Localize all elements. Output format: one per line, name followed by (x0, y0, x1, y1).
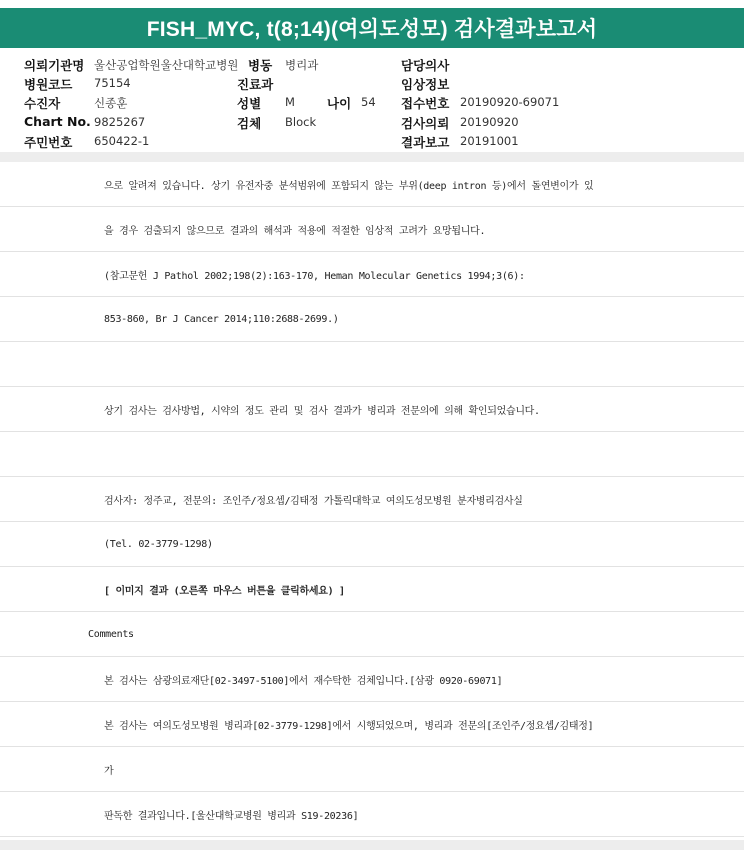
request-date-value: 20190920 (460, 115, 519, 129)
chart-no-label: Chart No. (24, 114, 91, 129)
patient-label: 수진자 (24, 96, 61, 111)
report-line: 본 검사는 여의도성모병원 병리과[02-3779-1298]에서 시행되었으며, 병리과 전문의[조인주/정요셉/김태정] (0, 702, 744, 747)
clinical-label: 임상정보 (401, 77, 450, 92)
specimen-value: Block (285, 115, 317, 129)
bottom-divider (0, 840, 744, 850)
dept-label: 진료과 (237, 77, 274, 92)
sex-value: M (285, 95, 295, 109)
age-value: 54 (361, 95, 376, 109)
specimen-label: 검체 (237, 116, 262, 131)
report-line: 상기 검사는 검사방법, 시약의 정도 관리 및 검사 결과가 병리과 전문의에 의해 확인되었습니다. (0, 387, 744, 432)
receipt-value: 20190920-69071 (460, 95, 560, 109)
report-line: (참고문헌 J Pathol 2002;198(2):163-170, Heman Molecular Genetics 1994;3(6): (0, 252, 744, 297)
institution-value: 울산공업학원울산대학교병원 (94, 58, 239, 72)
age-label: 나이 (327, 96, 352, 111)
report-title: FISH_MYC, t(8;14)(여의도성모) 검사결과보고서 (146, 18, 598, 41)
comments-heading: Comments (0, 612, 744, 657)
report-line: 본 검사는 삼광의료재단[02-3497-5100]에서 재수탁한 검체입니다.[삼광 0920-69071] (0, 657, 744, 702)
patient-value: 신종훈 (94, 96, 128, 110)
report-line: 검사자: 정주교, 전문의: 조인주/정요셉/김태정 가톨릭대학교 여의도성모병원 분자병리검사실 (0, 477, 744, 522)
report-date-label: 결과보고 (401, 135, 450, 150)
report-line: 853-860, Br J Cancer 2014;110:2688-2699.) (0, 297, 744, 342)
report-line: 가 (0, 747, 744, 792)
institution-label: 의뢰기관명 (24, 58, 85, 73)
report-line: 판독한 결과입니다.[울산대학교병원 병리과 S19-20236] (0, 792, 744, 837)
ssn-value: 650422-1 (94, 134, 150, 148)
report-line: (Tel. 02-3779-1298) (0, 522, 744, 567)
report-line: 으로 알려져 있습니다. 상기 유전자중 분석범위에 포함되지 않는 부위(deep intron 등)에서 돌연변이가 있 (0, 162, 744, 207)
report-title-bar (0, 8, 744, 48)
receipt-label: 접수번호 (401, 96, 450, 111)
section-divider (0, 152, 744, 162)
hospital-code-label: 병원코드 (24, 77, 73, 92)
chart-no-value: 9825267 (94, 115, 146, 129)
report-line (0, 432, 744, 477)
report-line (0, 342, 744, 387)
patient-info-panel (0, 52, 744, 152)
ssn-label: 주민번호 (24, 135, 73, 150)
image-result-link[interactable]: [ 이미지 결과 (오른쪽 마우스 버튼을 클릭하세요) ] (0, 567, 744, 612)
ward-label: 병동 (248, 58, 273, 73)
hospital-code-value: 75154 (94, 76, 131, 90)
report-date-value: 20191001 (460, 134, 519, 148)
doctor-label: 담당의사 (401, 58, 450, 73)
report-body[interactable] (0, 162, 744, 840)
request-date-label: 검사의뢰 (401, 116, 450, 131)
sex-label: 성별 (237, 96, 262, 111)
ward-value: 병리과 (285, 58, 319, 72)
report-line: 을 경우 검출되지 않으므로 결과의 해석과 적용에 적절한 임상적 고려가 요망됩니다. (0, 207, 744, 252)
